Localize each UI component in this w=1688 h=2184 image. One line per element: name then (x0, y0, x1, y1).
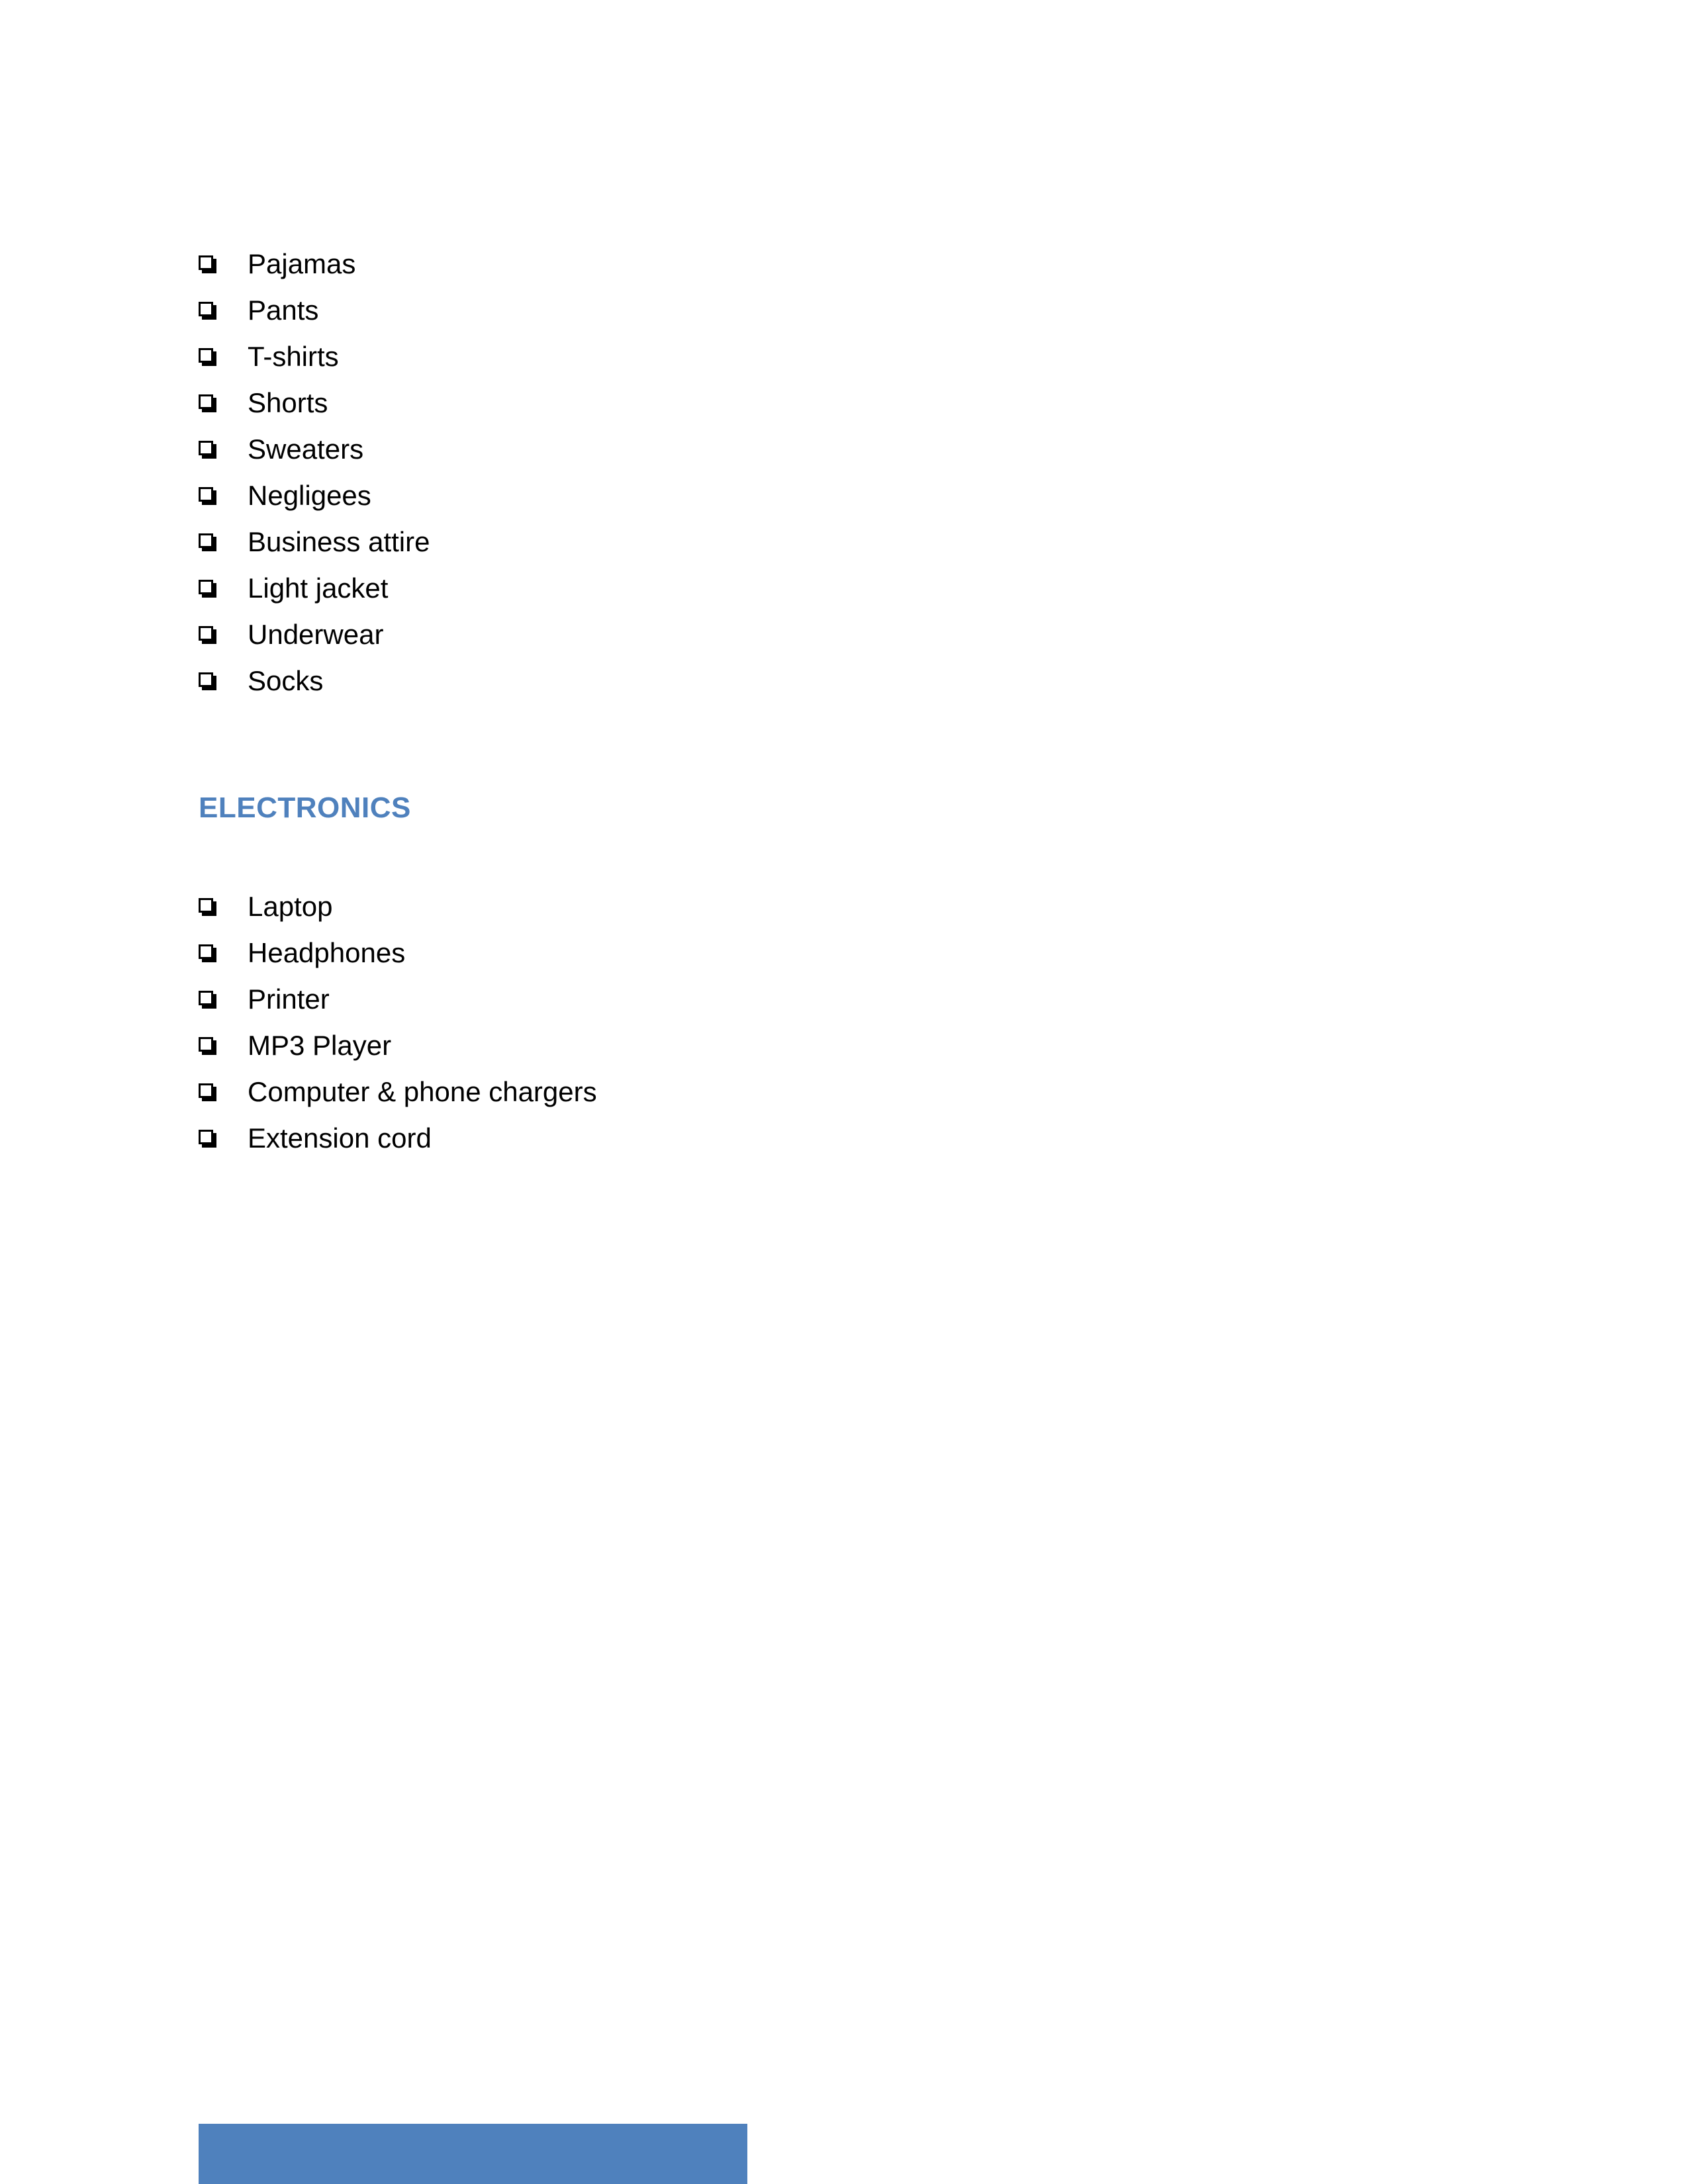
item-label: T-shirts (248, 341, 339, 372)
list-item (199, 241, 430, 287)
list-item (199, 1115, 597, 1161)
electronics-heading: ELECTRONICS (199, 792, 411, 824)
list-item (199, 380, 430, 426)
item-label: Pajamas (248, 248, 356, 279)
checkbox-icon[interactable] (199, 1037, 216, 1054)
checkbox-icon[interactable] (199, 991, 216, 1008)
item-label: Extension cord (248, 1122, 432, 1154)
checkbox-icon[interactable] (199, 944, 216, 962)
checkbox-icon[interactable] (199, 394, 216, 412)
item-label: MP3 Player (248, 1030, 392, 1061)
item-label: Headphones (248, 937, 406, 968)
checkbox-icon[interactable] (199, 441, 216, 458)
electronics-checklist (199, 884, 597, 1161)
list-item (199, 519, 430, 565)
list-item (199, 930, 597, 976)
item-label: Pants (248, 295, 319, 326)
checkbox-icon[interactable] (199, 898, 216, 915)
footer-accent-bar (199, 2124, 747, 2184)
item-label: Underwear (248, 619, 384, 650)
list-item (199, 612, 430, 658)
list-item (199, 426, 430, 473)
list-item (199, 287, 430, 334)
checkbox-icon[interactable] (199, 533, 216, 551)
checkbox-icon[interactable] (199, 1083, 216, 1101)
list-item (199, 334, 430, 380)
item-label: Laptop (248, 891, 333, 922)
checkbox-icon[interactable] (199, 255, 216, 273)
item-label: Sweaters (248, 433, 364, 465)
clothing-checklist (199, 241, 430, 704)
checkbox-icon[interactable] (199, 580, 216, 597)
checkbox-icon[interactable] (199, 487, 216, 504)
item-label: Shorts (248, 387, 328, 418)
checkbox-icon[interactable] (199, 672, 216, 690)
list-item (199, 976, 597, 1023)
checkbox-icon[interactable] (199, 626, 216, 643)
list-item (199, 658, 430, 704)
item-label: Light jacket (248, 572, 389, 604)
item-label: Printer (248, 983, 330, 1015)
item-label: Negligees (248, 480, 371, 511)
list-item (199, 1023, 597, 1069)
list-item (199, 473, 430, 519)
item-label: Socks (248, 665, 324, 696)
checkbox-icon[interactable] (199, 1130, 216, 1147)
list-item (199, 1069, 597, 1115)
item-label: Business attire (248, 526, 430, 557)
checkbox-icon[interactable] (199, 302, 216, 319)
list-item (199, 565, 430, 612)
checkbox-icon[interactable] (199, 348, 216, 365)
list-item (199, 884, 597, 930)
item-label: Computer & phone chargers (248, 1076, 597, 1107)
